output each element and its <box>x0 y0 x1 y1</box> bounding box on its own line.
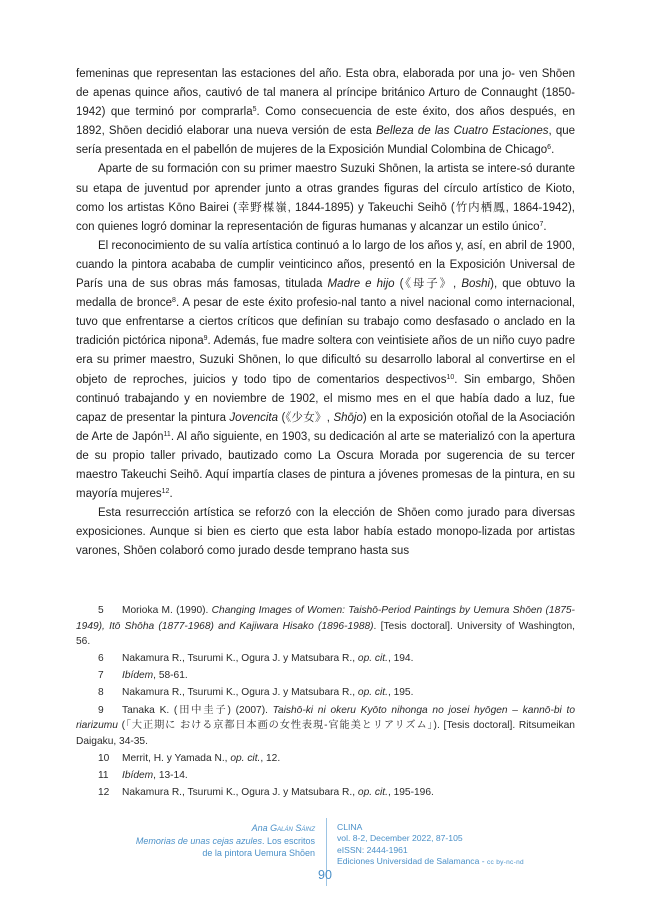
footnote-number: 9 <box>98 704 104 716</box>
footer-article-info <box>90 822 315 860</box>
footnote-ref-10[interactable]: 10 <box>446 373 455 381</box>
footnote-ref-5[interactable]: 5 <box>252 106 257 114</box>
footnote-ref-8[interactable]: 8 <box>172 297 176 305</box>
footnote-8: 8 Nakamura R., Tsurumi K., Ogura J. y Matsubara R., op. cit., 195. <box>76 685 575 701</box>
footnote-12: 12 Nakamura R., Tsurumi K., Ogura J. y Matsubara R., op. cit., 195-196. <box>76 785 575 801</box>
footnote-7: 7 Ibídem, 58-61. <box>76 668 575 684</box>
footnote-ref-12[interactable]: 12 <box>161 488 170 496</box>
footnote-11: 11 Ibídem, 13-14. <box>76 768 575 784</box>
footnote-9: 9 Tanaka K. (田中圭子) (2007). Taishō-ki ni okeru Kyōto nihonga no josei hyōgen – kannō-bi to riarizumu (「大正期に おける京都日本画の女性表現-官能美とリアリズム」). [Tesis doctoral]. Ritsumeikan Daigaku, 34-35. <box>76 704 575 747</box>
footer-journal-info <box>337 822 577 869</box>
paragraph-4: Esta resurrección artística se reforzó con la elección de Shōen como jurado para diversas exposiciones. Aunque si bien es cierto que esta labor había estado monopo-lizada por artistas varones, Shōen colaboró como jurado desde temprano hasta sus <box>76 507 576 558</box>
footer-title: Memorias de unas cejas azules. Los escritos <box>135 835 315 846</box>
footnote-number: 7 <box>98 670 104 682</box>
page-number: 90 <box>318 868 332 882</box>
footnotes <box>76 603 575 802</box>
main-text <box>76 65 575 561</box>
license-label: cc by-nc-nd <box>487 859 524 867</box>
footnote-ref-6[interactable]: 6 <box>547 144 552 152</box>
journal-publisher: Ediciones Universidad de Salamanca - cc by-nc-nd <box>337 856 524 867</box>
footnote-10: 10 Merrit, H. y Yamada N., op. cit., 12. <box>76 751 575 767</box>
paragraph-3: El reconocimiento de su valía artística continuó a lo largo de los años y, así, en abril de 1900, cuando la pintora acababa de cumplir veinticinco años, presentó en la Exposición Universal de París una de sus obras más famosas, titulada Madre e hijo (《母子》, Boshi), que obtuvo la medalla de bronce$^8$. A pesar de este éxito profesio-nal tanto a nivel nacional como internacional, tuvo que enfrentarse a ciertos críticos que definían su trabajo como desfasado o anclado en la tradición pictórica nipona$^9$. Además, fue madre soltera con veintisiete años de un niño cuyo padre era su primer maestro, Suzuki Shōnen, lo que dificultó su desarrollo laboral al convertirse en el objeto de reproches, juicios y todo tipo de comentarios despectivos$^{10}$. Sin embargo, Shōen continuó trabajando y en noviembre de 1902, el mismo mes en el que había dado a luz, fue capaz de presentar la pintura Jovencita (《少女》, Shōjo) en la exposición otoñal de la Asociación de Arte de Japón$^{11}$. Al año siguiente, en 1903, su dedicación al arte se materializó con la apertura de su propio taller privado, bautizado como La Oscura Morada por sugerencia de su tercer maestro Takeuchi Seihō. Aquí impartía clases de pintura a jóvenes promesas de la pintura, en su mayoría mujeres$^{12}$. <box>76 239 576 501</box>
footnote-number: 11 <box>98 769 109 781</box>
footnote-number: 8 <box>98 687 104 699</box>
journal-volume: vol. 8-2, December 2022, 87-105 <box>337 833 463 844</box>
footnote-number: 6 <box>98 653 104 665</box>
footer-author: Ana Galán Sáinz <box>251 823 315 833</box>
footnote-number: 5 <box>98 605 104 616</box>
footnote-5: 5 Morioka M. (1990). Changing Images of Women: Taishō-Period Paintings by Uemura Shōen (1875-1949), Itō Shōha (1877-1968) and Kajiwara Hisako (1896-1988). [Tesis doctoral]. University of Washington, 56. <box>76 605 575 648</box>
footnote-6: 6 Nakamura R., Tsurumi K., Ogura J. y Matsubara R., op. cit., 194. <box>76 651 575 667</box>
journal-name: CLINA <box>337 822 363 832</box>
footnote-ref-11[interactable]: 11 <box>163 430 171 438</box>
paragraph-2: Aparte de su formación con su primer maestro Suzuki Shōnen, la artista se intere-só durante su etapa de juventud por aprender junto a otras grandes figuras del círculo artístico de Kioto, como los artistas Kōno Bairei (幸野楳嶺, 1844-1895) y Takeuchi Seihō (竹内栖鳳, 1864-1942), con quienes logró dominar la representación de figuras humanas y alcanzar un estilo único$^7$. <box>76 163 575 233</box>
footnote-number: 12 <box>98 787 110 799</box>
footnote-ref-9[interactable]: 9 <box>203 335 208 343</box>
footnote-ref-7[interactable]: 7 <box>539 220 544 228</box>
paragraph-1: femeninas que representan las estaciones del año. Esta obra, elaborada por una jo- ven Shōen de apenas quince años, cautivó de tal manera al príncipe británico Arturo de Connaught (1850-1942) que terminó por comprarla$^5$. Como consecuencia de este éxito, dos años después, en 1892, Shōen decidió elaborar una nueva versión de esta Belleza de las Cuatro Estaciones, que sería presentada en el pabellón de mujeres de la Exposición Mundial Colombina de Chicago$^6$. <box>76 68 576 157</box>
footer-title-line2: de la pintora Uemura Shōen <box>202 848 315 858</box>
footnote-number: 10 <box>98 752 110 764</box>
journal-eissn: eISSN: 2444-1961 <box>337 844 408 855</box>
